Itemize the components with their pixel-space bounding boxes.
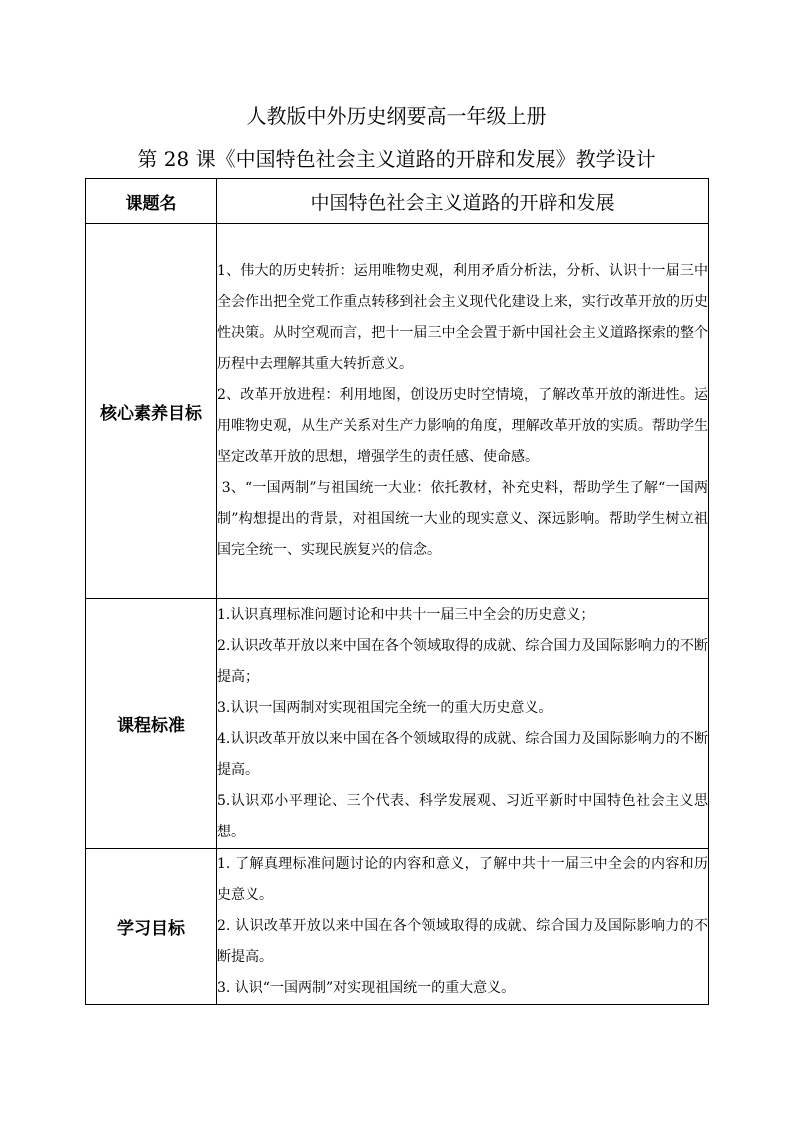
- header-label-cell: 课题名: [86, 179, 217, 224]
- row-content-core-literacy: [217, 224, 709, 599]
- content-paragraph: 3. 认识“一国两制”对实现祖国统一的重大意义。: [217, 980, 516, 996]
- content-paragraph: 5.认识邓小平理论、三个代表、科学发展观、习近平新时中国特色社会主义思想。: [217, 792, 708, 840]
- row-label-learning-objectives: 学习目标: [86, 849, 217, 1005]
- content-paragraph: 3、“一国两制”与祖国统一大业：依托教材，补充史料，帮助学生了解“一国两制”构想提出的背景，对祖国统一大业的现实意义、深远影响。帮助学生树立祖国完全统一、实现民族复兴的信念。: [217, 480, 708, 558]
- table-row: [86, 599, 709, 849]
- content-paragraph: 2、改革开放进程：利用地图，创设历史时空情境，了解改革开放的渐进性。运用唯物史观，从生产关系对生产力影响的角度，理解改革开放的实质。帮助学生坚定改革开放的思想，增强学生的责任感、使命感。: [217, 387, 708, 465]
- table-row: [86, 849, 709, 1005]
- document-subtitle: 第 28 课《中国特色社会主义道路的开辟和发展》教学设计: [137, 147, 656, 171]
- content-paragraph: 1. 了解真理标准问题讨论的内容和意义，了解中共十一届三中全会的内容和历史意义。: [217, 856, 708, 903]
- content-paragraph: 1、伟大的历史转折：运用唯物史观，利用矛盾分析法，分析、认识十一届三中全会作出把全党工作重点转移到社会主义现代化建设上来，实行改革开放的历史性决策。从时空观而言，把十一届三中全会置于新中国社会主义道路探索的整个历程中去理解其重大转折意义。: [217, 263, 708, 372]
- content-paragraph: 4.认识改革开放以来中国在各个领域取得的成就、综合国力及国际影响力的不断提高。: [217, 730, 708, 778]
- lesson-plan-table: [85, 178, 709, 1005]
- content-paragraph: 2.认识改革开放以来中国在各个领域取得的成就、综合国力及国际影响力的不断提高；: [217, 637, 708, 685]
- header-value-cell: 中国特色社会主义道路的开辟和发展: [217, 179, 709, 224]
- row-content-curriculum-standard: [217, 599, 709, 849]
- content-paragraph: 1.认识真理标准问题讨论和中共十一届三中全会的历史意义；: [217, 606, 595, 623]
- document-title: 人教版中外历史纲要高一年级上册: [246, 104, 547, 128]
- content-paragraph: 3.认识一国两制对实现祖国完全统一的重大历史意义。: [217, 699, 553, 716]
- table-header-row: [86, 179, 709, 224]
- row-content-learning-objectives: [217, 849, 709, 1005]
- content-paragraph: 2. 认识改革开放以来中国在各个领域取得的成就、综合国力及国际影响力的不断提高。: [217, 918, 708, 965]
- row-label-curriculum-standard: 课程标准: [86, 599, 217, 849]
- row-label-core-literacy: 核心素养目标: [86, 224, 217, 599]
- table-row: [86, 224, 709, 599]
